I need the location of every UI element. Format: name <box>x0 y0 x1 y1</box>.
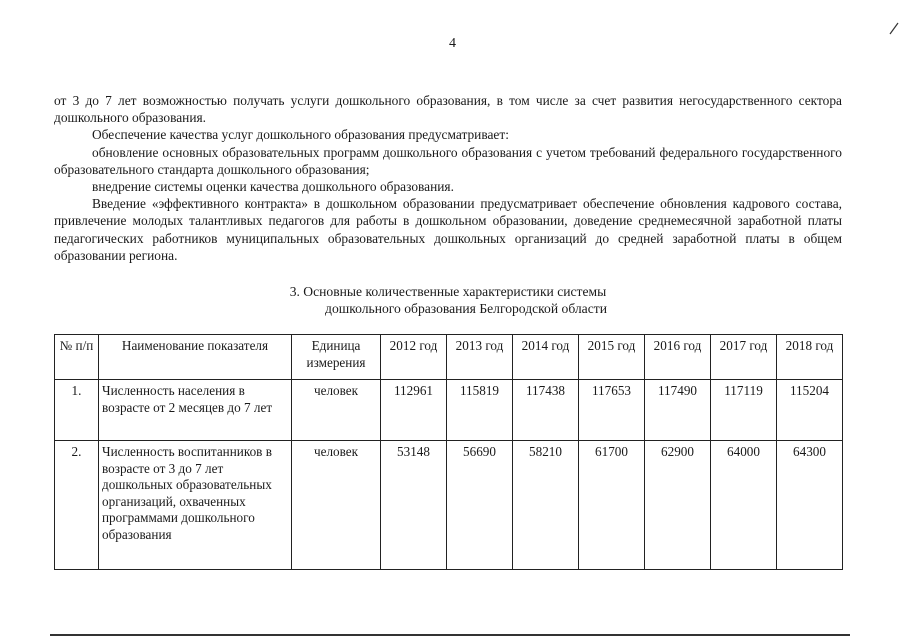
paragraph: внедрение системы оценки качества дошкольного образования. <box>92 179 454 195</box>
header-year: 2013 год <box>447 335 513 380</box>
page-bottom-edge <box>50 634 850 636</box>
table-header-row <box>55 335 843 380</box>
pen-mark-icon <box>888 20 900 36</box>
value-cell: 115204 <box>777 380 843 441</box>
value-cell: 62900 <box>645 441 711 570</box>
unit-cell: человек <box>292 380 381 441</box>
table-row <box>55 441 843 570</box>
body-text <box>54 92 842 264</box>
indicator-name: Численность воспитанников в возрасте от 3 до 7 лет дошкольных образовательных организаций, охваченных программами дошкольного образования <box>99 441 292 570</box>
value-cell: 61700 <box>579 441 645 570</box>
value-cell: 117119 <box>711 380 777 441</box>
paragraph: Обеспечение качества услуг дошкольного образования предусматривает: <box>92 127 509 143</box>
value-cell: 58210 <box>513 441 579 570</box>
paragraph: от 3 до 7 лет возможностью получать услуги дошкольного образования, в том числе за счет развития негосударственного сектора дошкольного образования. <box>54 93 842 126</box>
value-cell: 117438 <box>513 380 579 441</box>
value-cell: 117490 <box>645 380 711 441</box>
header-unit: Единица измерения <box>292 335 381 380</box>
value-cell: 64300 <box>777 441 843 570</box>
unit-cell: человек <box>292 441 381 570</box>
section-title-line: дошкольного образования Белгородской области <box>325 301 607 316</box>
header-year: 2017 год <box>711 335 777 380</box>
paragraph: Введение «эффективного контракта» в дошкольном образовании предусматривает обеспечение обновления кадрового состава, привлечение молодых талантливых педагогов для работы в дошкольном образовании, доведение среднемесячной заработной платы педагогических работников муниципальных образовательных дошкольных организаций до средней заработной платы в общем образовании региона. <box>54 196 842 263</box>
indicator-name: Численность населения в возрасте от 2 месяцев до 7 лет <box>99 380 292 441</box>
value-cell: 64000 <box>711 441 777 570</box>
value-cell: 53148 <box>381 441 447 570</box>
header-year: 2012 год <box>381 335 447 380</box>
statistics-table <box>54 334 843 570</box>
page-number: 4 <box>449 36 456 51</box>
header-year: 2014 год <box>513 335 579 380</box>
section-title <box>54 283 842 317</box>
row-number: 1. <box>55 380 99 441</box>
table-row <box>55 380 843 441</box>
value-cell: 56690 <box>447 441 513 570</box>
header-year: 2018 год <box>777 335 843 380</box>
value-cell: 112961 <box>381 380 447 441</box>
header-year: 2015 год <box>579 335 645 380</box>
header-year: 2016 год <box>645 335 711 380</box>
section-title-line: 3. Основные количественные характеристики системы <box>289 284 607 299</box>
header-indicator: Наименование показателя <box>99 335 292 380</box>
header-number: № п/п <box>55 335 99 380</box>
paragraph: обновление основных образовательных программ дошкольного образования с учетом требований федерального государственного образовательного стандарта дошкольного образования; <box>54 144 842 177</box>
row-number: 2. <box>55 441 99 570</box>
value-cell: 115819 <box>447 380 513 441</box>
value-cell: 117653 <box>579 380 645 441</box>
